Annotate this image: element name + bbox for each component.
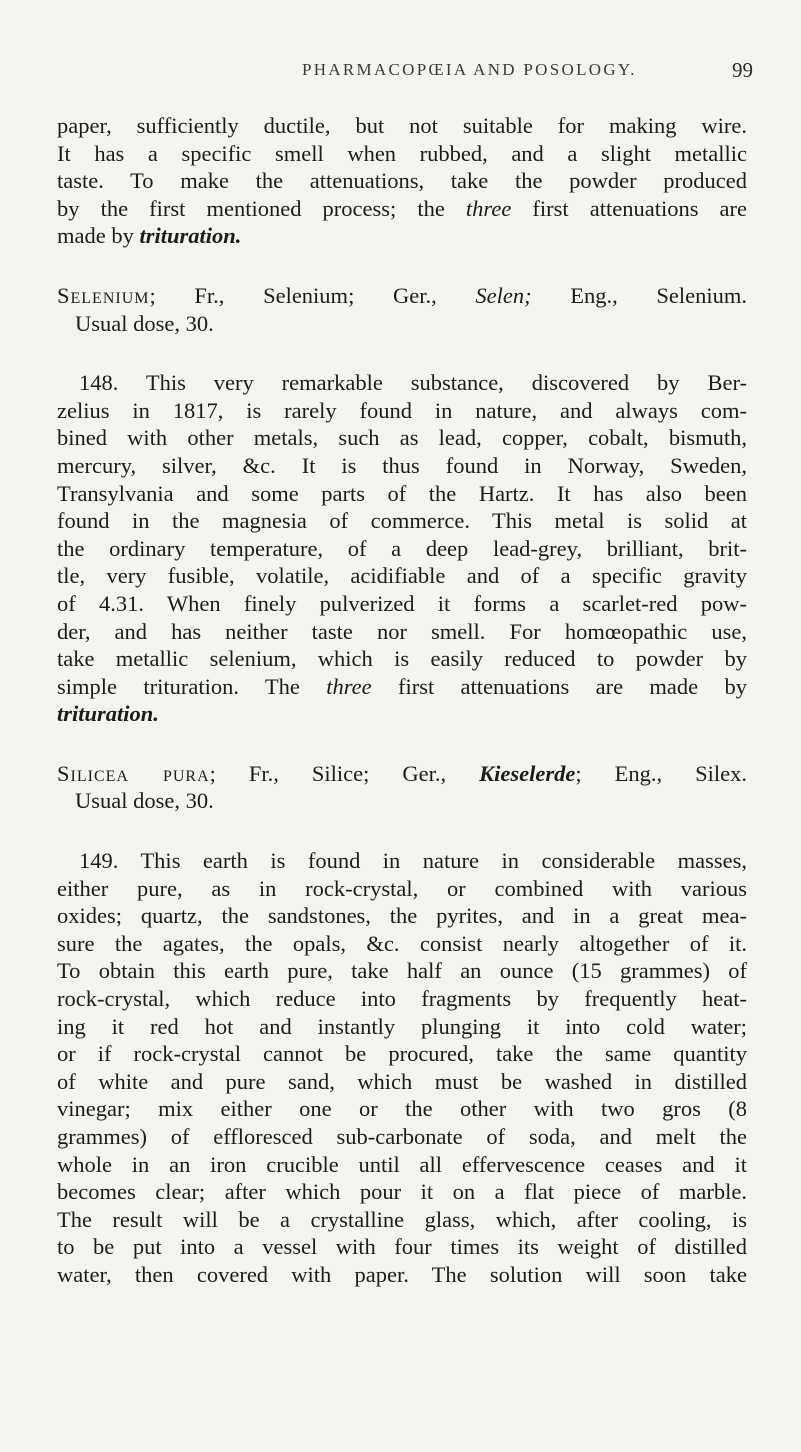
text-run: Eng., Selenium. (531, 282, 747, 308)
paragraph-number: 149. (79, 848, 119, 874)
page-number: 99 (732, 58, 753, 82)
text-run: ; Eng., Silex. (575, 760, 748, 786)
paragraph-number: 148. (79, 370, 119, 396)
running-title: PHARMACOPŒIA AND POSOLOGY. (302, 60, 637, 79)
text-line (79, 847, 747, 875)
selenium-heading (57, 282, 747, 337)
text-line: of 4.31. When finely pulverized it forms a scarlet-red pow- (57, 590, 747, 616)
text-line: The result will be a crystalline glass, which, after cooling, is (57, 1206, 747, 1232)
text-line (79, 369, 747, 397)
paragraph-149 (57, 847, 747, 1289)
text-line: water, then covered with paper. The solution will soon take (57, 1261, 747, 1287)
text-line: of white and pure sand, which must be washed in distilled (57, 1068, 747, 1094)
italic-term: three (465, 195, 512, 221)
text-line (57, 700, 747, 728)
text-run: made by (57, 223, 140, 249)
text-line: oxides; quartz, the sandstones, the pyrites, and in a great mea- (57, 903, 747, 929)
text-line: found in the magnesia of commerce. This metal is solid at (57, 508, 747, 534)
running-head (0, 60, 801, 90)
text-line: zelius in 1817, is rarely found in nature, and always com- (57, 397, 747, 423)
emphasis-term: trituration. (139, 223, 242, 249)
text-run: by the first mentioned process; the (57, 195, 445, 221)
german-name: Kieselerde (479, 760, 576, 786)
silicea-heading (57, 760, 747, 815)
text-run: first attenuations are made by (371, 673, 747, 699)
text-line: becomes clear; after which pour it on a flat piece of marble. (57, 1179, 747, 1205)
text-line: bined with other metals, such as lead, copper, cobalt, bismuth, (57, 425, 747, 451)
text-line: paper, sufficiently ductile, but not suitable for making wire. (57, 113, 747, 138)
text-run: ; Fr., Silice; Ger., (209, 760, 480, 786)
text-line: grammes) of effloresced sub-carbonate of soda, and melt the (57, 1124, 747, 1149)
usual-dose: Usual dose, 30. (75, 788, 214, 814)
text-run: first attenuations are (511, 195, 747, 221)
text-line: sure the agates, the opals, &c. consist nearly altogether of it. (57, 930, 747, 956)
text-line (57, 673, 747, 701)
text-line: To obtain this earth pure, take half an ounce (15 grammes) of (57, 958, 747, 984)
text-line (57, 195, 747, 223)
text-run: ; Fr., Selenium; Ger., (149, 282, 476, 308)
text-line: take metallic selenium, which is easily reduced to powder by (57, 646, 747, 672)
text-line: taste. To make the attenuations, take the powder produced (57, 168, 747, 194)
text-line: mercury, silver, &c. It is thus found in Norway, Sweden, (57, 452, 747, 478)
text-line: der, and has neither taste nor smell. For homœopathic use, (57, 618, 747, 644)
text-line: tle, very fusible, volatile, acidifiable and of a specific gravity (57, 563, 747, 589)
text-line: It has a specific smell when rubbed, and a slight metallic (57, 140, 747, 166)
text-line: either pure, as in rock-crystal, or combined with various (57, 875, 747, 901)
usual-dose: Usual dose, 30. (75, 310, 214, 336)
remedy-heading-line (57, 282, 747, 310)
remedy-name: Silicea pura (57, 760, 210, 786)
text-run: simple trituration. The (57, 673, 327, 699)
remedy-name: Selenium (57, 282, 150, 308)
text-line: to be put into a vessel with four times its weight of distilled (57, 1234, 747, 1260)
remedy-heading-line (57, 760, 747, 788)
paragraph-148 (57, 369, 747, 728)
intro-paragraph (57, 112, 747, 250)
text-line: rock-crystal, which reduce into fragments by frequently heat- (57, 986, 747, 1012)
text-line: ing it red hot and instantly plunging it into cold water; (57, 1013, 747, 1039)
german-name: Selen; (475, 282, 532, 308)
text-line: Transylvania and some parts of the Hartz. It has also been (57, 480, 747, 506)
text-line (57, 222, 747, 250)
text-run: This earth is found in nature in considerable masses, (118, 848, 747, 874)
body-text (57, 112, 747, 1289)
italic-term: three (326, 673, 372, 699)
text-run: This very remarkable substance, discovered by Ber- (118, 370, 747, 396)
text-line: or if rock-crystal cannot be procured, take the same quantity (57, 1041, 747, 1067)
emphasis-term: trituration. (57, 701, 159, 727)
text-line: whole in an iron crucible until all effervescence ceases and it (57, 1151, 747, 1177)
text-line: the ordinary temperature, of a deep lead-grey, brilliant, brit- (57, 535, 747, 561)
text-line: vinegar; mix either one or the other with two gros (8 (57, 1096, 747, 1122)
